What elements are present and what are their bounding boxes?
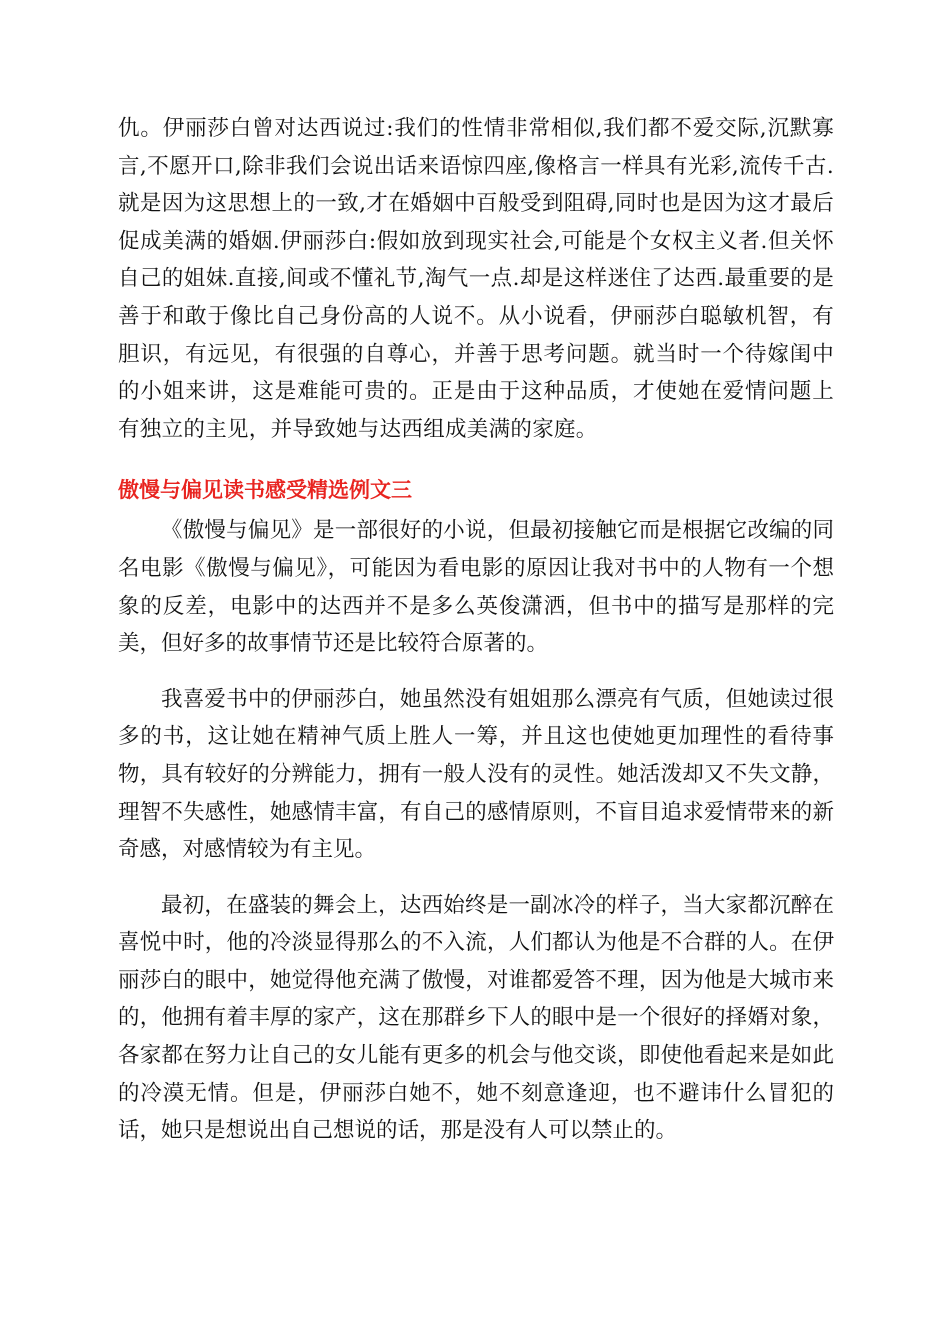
body-paragraph: 最初，在盛装的舞会上，达西始终是一副冰冷的样子，当大家都沉醉在喜悦中时，他的冷淡显得那么的不入流，人们都认为他是不合群的人。在伊丽莎白的眼中，她觉得他充满了傲慢，对谁都爱答不理，因为他是大城市来的，他拥有着丰厚的家产，这在那群乡下人的眼中是一个很好的择婿对象，各家都在努力让自己的女儿能有更多的机会与他交谈，即使他看起来是如此的冷漠无情。但是，伊丽莎白她不，她不刻意逢迎，也不避讳什么冒犯的话，她只是想说出自己想说的话，那是没有人可以禁止的。	[118, 892, 834, 1144]
document-body	[118, 110, 834, 1150]
body-paragraph: 我喜爱书中的伊丽莎白，她虽然没有姐姐那么漂亮有气质，但她读过很多的书，这让她在精神气质上胜人一筹，并且这也使她更加理性的看待事物，具有较好的分辨能力，拥有一般人没有的灵性。她活泼却又不失文静，理智不失感性，她感情丰富，有自己的感情原则，不盲目追求爱情带来的新奇感，对感情较为有主见。	[118, 686, 834, 863]
section-heading: 傲慢与偏见读书感受精选例文三	[118, 478, 412, 503]
body-paragraph: 《傲慢与偏见》是一部很好的小说，但最初接触它而是根据它改编的同名电影《傲慢与偏见》，可能因为看电影的原因让我对书中的人物有一个想象的反差，电影中的达西并不是多么英俊潇洒，但书中的描写是那样的完美，但好多的故事情节还是比较符合原著的。	[118, 518, 834, 657]
continued-paragraph: 仇。伊丽莎白曾对达西说过:我们的性情非常相似,我们都不爱交际,沉默寡言,不愿开口,除非我们会说出话来语惊四座,像格言一样具有光彩,流传千古.就是因为这思想上的一致,才在婚姻中百般受到阻碍,同时也是因为这才最后促成美满的婚姻.伊丽莎白:假如放到现实社会,可能是个女权主义者.但关怀自己的姐妹.直接,间或不懂礼节,淘气一点.却是这样迷住了达西.最重要的是善于和敢于像比自己身份高的人说不。从小说看，伊丽莎白聪敏机智，有胆识，有远见，有很强的自尊心，并善于思考问题。就当时一个待嫁闺中的小姐来讲，这是难能可贵的。正是由于这种品质，才使她在爱情问题上有独立的主见，并导致她与达西组成美满的家庭。	[118, 116, 834, 442]
